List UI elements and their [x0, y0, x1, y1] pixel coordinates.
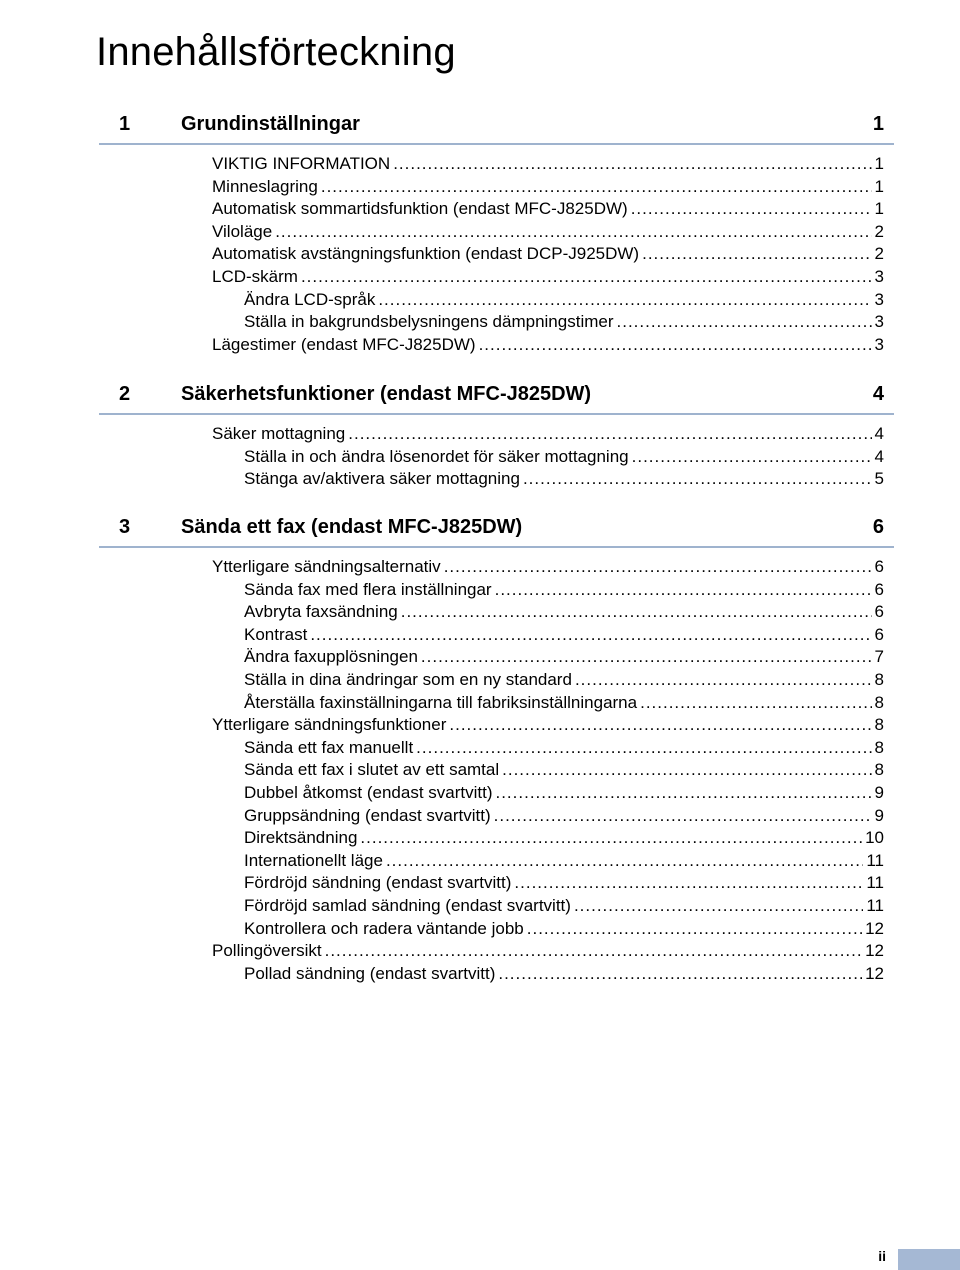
toc-subentry[interactable] [244, 646, 884, 669]
chapter-title: Sända ett fax (endast MFC-J825DW) [181, 516, 523, 538]
toc-entry[interactable] [212, 221, 884, 244]
entry-page-number: 1 [874, 154, 884, 173]
entry-title: Ställa in dina ändringar som en ny standard [244, 669, 572, 689]
entry-title: Minneslagring [212, 176, 318, 196]
entry-title: Ställa in och ändra lösenordet för säker mottagning [244, 446, 629, 466]
entry-title: Automatisk sommartidsfunktion (endast MFC-J825DW) [212, 199, 628, 219]
entry-title: Stänga av/aktivera säker mottagning [244, 469, 520, 489]
dot-leader [360, 827, 862, 850]
footer-accent-bar [898, 1249, 960, 1270]
dot-leader [498, 963, 862, 986]
dot-leader [449, 714, 871, 737]
entry-title: Kontrollera och radera väntande jobb [244, 918, 524, 938]
entry-page-number: 12 [865, 963, 884, 983]
dot-leader [325, 940, 862, 963]
entry-page-number: 12 [865, 941, 884, 961]
dot-leader [310, 624, 871, 647]
toc-subentry[interactable] [244, 579, 884, 602]
dot-leader [444, 556, 872, 579]
footer-page-number: ii [878, 1248, 886, 1264]
toc-entry[interactable] [212, 423, 884, 446]
toc-subentry[interactable] [244, 289, 884, 312]
chapter-title: Grundinställningar [181, 113, 360, 135]
toc-subentry[interactable] [244, 963, 884, 986]
toc-subentry[interactable] [244, 446, 884, 469]
chapter-page-number: 1 [872, 113, 884, 135]
dot-leader [631, 198, 872, 221]
entry-title: Direktsändning [244, 828, 358, 848]
chapter-heading[interactable] [99, 506, 894, 548]
entry-title: Automatisk avstängningsfunktion (endast DCP-J925DW) [212, 244, 640, 264]
toc-subentry[interactable] [244, 805, 884, 828]
entry-title: VIKTIG INFORMATION [212, 154, 391, 173]
chapter-entries [0, 556, 960, 985]
page-title: Innehållsförteckning [96, 30, 456, 74]
entry-title: Ändra faxupplösningen [244, 647, 418, 667]
entry-title: Ändra LCD-språk [244, 289, 376, 309]
toc-subentry[interactable] [244, 759, 884, 782]
chapter-page-number: 4 [872, 383, 884, 405]
dot-leader [401, 601, 872, 624]
entry-page-number: 8 [874, 760, 884, 780]
chapter-number: 3 [119, 516, 131, 538]
entry-page-number: 12 [865, 918, 884, 938]
entry-title: Sända fax med flera inställningar [244, 579, 492, 599]
entry-page-number: 9 [874, 805, 884, 825]
toc-entry[interactable] [212, 714, 884, 737]
toc-subentry[interactable] [244, 782, 884, 805]
dot-leader [632, 446, 872, 469]
entry-page-number: 4 [874, 446, 884, 466]
entry-title: Viloläge [212, 221, 273, 241]
toc-subentry[interactable] [244, 692, 884, 715]
dot-leader [386, 850, 863, 873]
dot-leader [494, 805, 872, 828]
chapter-entries [0, 153, 960, 356]
toc-subentry[interactable] [244, 918, 884, 941]
entry-title: Ytterligare sändningsalternativ [212, 557, 441, 576]
entry-page-number: 2 [874, 244, 884, 264]
dot-leader [416, 737, 871, 760]
chapter-number: 2 [119, 383, 131, 405]
toc-subentry[interactable] [244, 737, 884, 760]
entry-title: Ställa in bakgrundsbelysningens dämpningstimer [244, 312, 614, 332]
chapter-heading[interactable] [99, 373, 894, 415]
entry-page-number: 8 [874, 692, 884, 712]
dot-leader [495, 579, 872, 602]
chapter-page-number: 6 [872, 516, 884, 538]
chapter-section [0, 103, 960, 356]
dot-leader [275, 221, 871, 244]
dot-leader [378, 289, 871, 312]
entry-page-number: 3 [874, 334, 884, 354]
toc-subentry[interactable] [244, 895, 884, 918]
entry-page-number: 11 [866, 850, 884, 870]
entry-title: Fördröjd samlad sändning (endast svartvitt) [244, 895, 571, 915]
entry-page-number: 11 [866, 895, 884, 915]
toc-subentry[interactable] [244, 468, 884, 491]
dot-leader [393, 153, 871, 176]
entry-page-number: 3 [874, 312, 884, 332]
entry-page-number: 10 [865, 828, 884, 848]
entry-page-number: 1 [874, 199, 884, 219]
entry-page-number: 4 [874, 424, 884, 443]
chapter-entries [0, 423, 960, 491]
toc-subentry[interactable] [244, 827, 884, 850]
dot-leader [527, 918, 862, 941]
toc-subentry[interactable] [244, 850, 884, 873]
entry-page-number: 5 [874, 469, 884, 489]
dot-leader [502, 759, 871, 782]
entry-title: Fördröjd sändning (endast svartvitt) [244, 873, 512, 893]
entry-page-number: 6 [874, 557, 884, 576]
entry-title: Gruppsändning (endast svartvitt) [244, 805, 491, 825]
chapter-heading[interactable] [99, 103, 894, 145]
entry-title: Pollingöversikt [212, 941, 322, 961]
chapter-title: Säkerhetsfunktioner (endast MFC-J825DW) [181, 383, 592, 405]
chapter-section [0, 506, 960, 985]
toc-subentry[interactable] [244, 624, 884, 647]
entry-page-number: 8 [874, 669, 884, 689]
entry-page-number: 9 [874, 782, 884, 802]
toc-entry[interactable] [212, 176, 884, 199]
entry-title: Återställa faxinställningarna till fabriksinställningarna [244, 692, 638, 712]
dot-leader [617, 311, 872, 334]
dot-leader [421, 646, 872, 669]
entry-page-number: 1 [874, 176, 884, 196]
entry-title: Dubbel åtkomst (endast svartvitt) [244, 782, 493, 802]
toc-entry[interactable] [212, 243, 884, 266]
entry-title: Ytterligare sändningsfunktioner [212, 715, 447, 735]
toc-subentry[interactable] [244, 872, 884, 895]
entry-page-number: 6 [874, 624, 884, 644]
entry-page-number: 7 [874, 647, 884, 667]
dot-leader [301, 266, 872, 289]
entry-title: Lägestimer (endast MFC-J825DW) [212, 334, 476, 354]
toc-entry[interactable] [212, 334, 884, 357]
entry-title: LCD-skärm [212, 266, 298, 286]
toc-entry[interactable] [212, 153, 884, 176]
toc-subentry[interactable] [244, 601, 884, 624]
dot-leader [514, 872, 863, 895]
dot-leader [495, 782, 871, 805]
entry-page-number: 6 [874, 602, 884, 622]
toc-subentry[interactable] [244, 311, 884, 334]
toc-subentry[interactable] [244, 669, 884, 692]
entry-page-number: 6 [874, 579, 884, 599]
entry-page-number: 2 [874, 221, 884, 241]
toc-entry[interactable] [212, 556, 884, 579]
entry-page-number: 8 [874, 737, 884, 757]
entry-page-number: 11 [866, 873, 884, 893]
dot-leader [523, 468, 872, 491]
dot-leader [574, 895, 863, 918]
toc-entry[interactable] [212, 198, 884, 221]
chapter-number: 1 [119, 113, 131, 135]
entry-page-number: 3 [874, 266, 884, 286]
dot-leader [479, 334, 872, 357]
entry-title: Internationellt läge [244, 850, 383, 870]
dot-leader [348, 423, 871, 446]
dot-leader [321, 176, 872, 199]
entry-title: Säker mottagning [212, 424, 346, 443]
chapter-section [0, 373, 960, 491]
toc-entry[interactable] [212, 940, 884, 963]
entry-title: Avbryta faxsändning [244, 602, 398, 622]
entry-title: Kontrast [244, 624, 308, 644]
entry-page-number: 3 [874, 289, 884, 309]
dot-leader [640, 692, 871, 715]
entry-title: Pollad sändning (endast svartvitt) [244, 963, 496, 983]
dot-leader [575, 669, 872, 692]
toc-entry[interactable] [212, 266, 884, 289]
dot-leader [642, 243, 871, 266]
entry-page-number: 8 [874, 715, 884, 735]
entry-title: Sända ett fax i slutet av ett samtal [244, 760, 500, 780]
entry-title: Sända ett fax manuellt [244, 737, 414, 757]
